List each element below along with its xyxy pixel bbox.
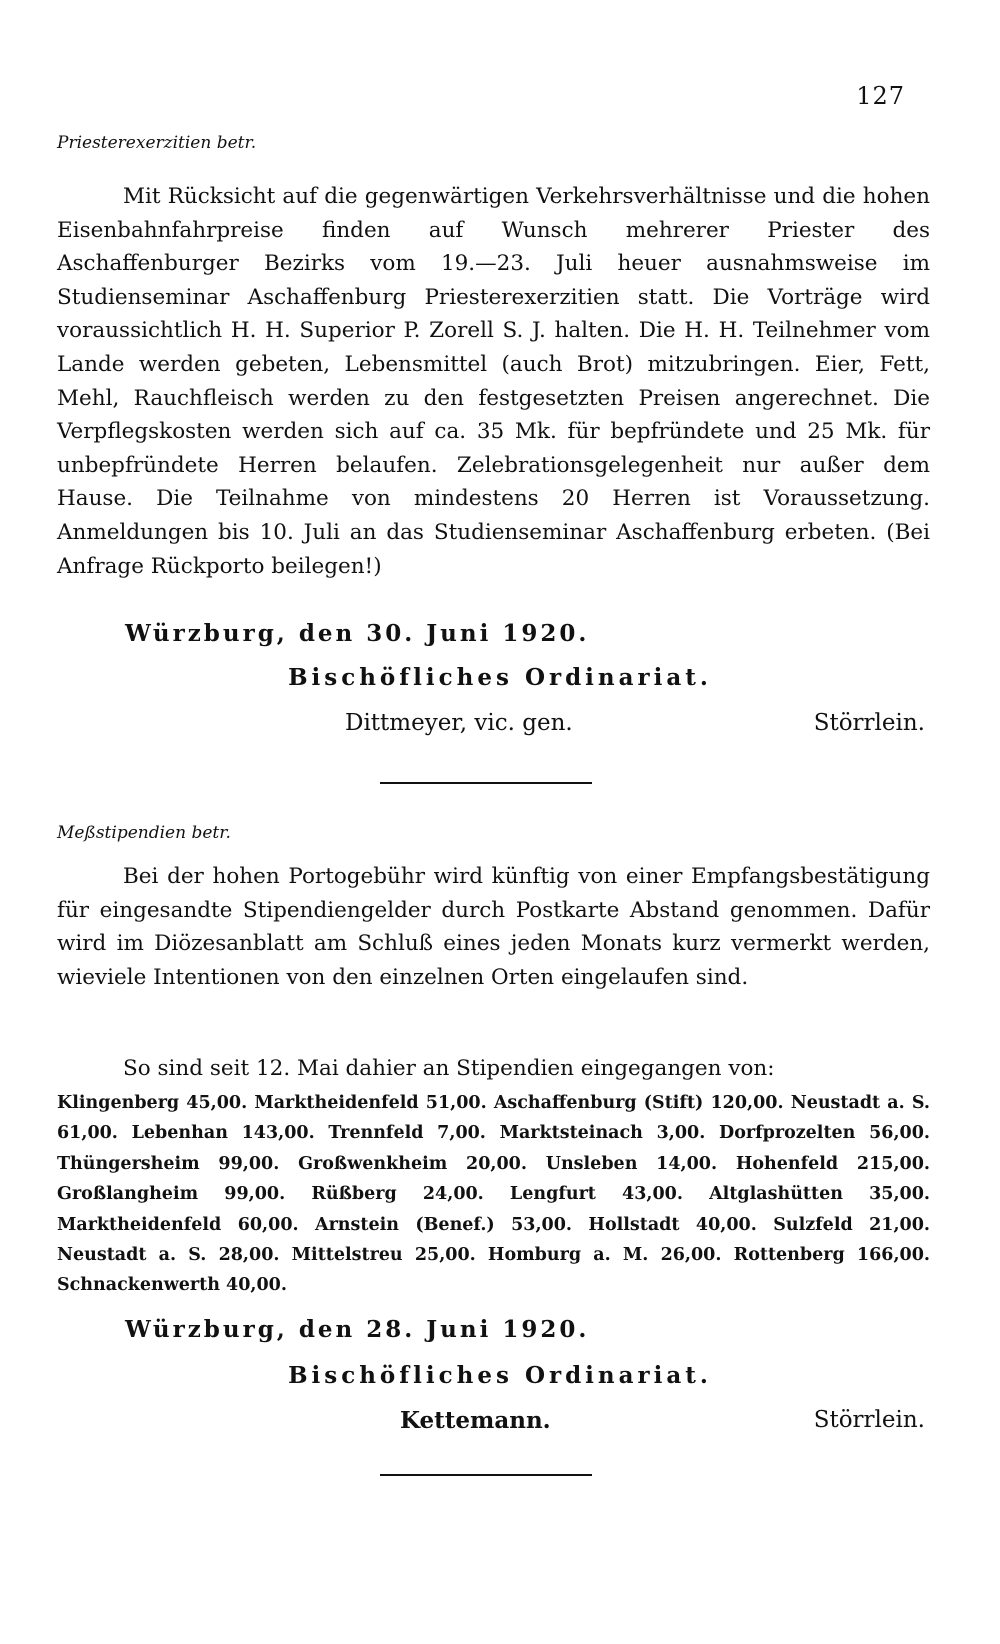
paragraph-stipends: Bei der hohen Portogebühr wird künftig von einer Empfangsbestätigung für eingesandte Stipendiengelder durch Postkarte Abstand genommen. Dafür wird im Diözesanblatt am Schluß eines jeden Monats kurz vermerkt werden, wieviele Intentionen von den einzelnen Orten eingelaufen sind. [57, 864, 930, 990]
section-heading-exercises: Priesterexerzitien betr. [57, 133, 257, 153]
stipend-list: Klingenberg 45,00. Marktheidenfeld 51,00. Aschaffenburg (Stift) 120,00. Neustadt a. S. 61,00. Lebenhan 143,00. Trennfeld 7,00. Marktsteinach 3,00. Dorfprozelten 56,00. Thüngersheim 99,00. Großwenkheim 20,00. Unsleben 14,00. Hohenfeld 215,00. Großlangheim 99,00. Rüßberg 24,00. Lengfurt 43,00. Altglashütten 35,00. Marktheidenfeld 60,00. Arnstein (Benef.) 53,00. Hollstadt 40,00. Sulzfeld 21,00. Neustadt a. S. 28,00. Mittelstreu 25,00. Homburg a. M. 26,00. Rottenberg 166,00. Schnackenwerth 40,00. [57, 1093, 930, 1296]
dateline-1: Würzburg, den 30. Juni 1920. [125, 620, 590, 647]
signature-left-2: Kettemann. [400, 1407, 551, 1434]
divider-rule-1 [380, 782, 592, 784]
signature-right-2: Störrlein. [813, 1407, 925, 1433]
divider-rule-2 [380, 1474, 592, 1476]
section-heading-stipends: Meßstipendien betr. [57, 823, 231, 843]
signature-left-1: Dittmeyer, vic. gen. [345, 710, 573, 736]
signature-right-1: Störrlein. [813, 710, 925, 736]
office-title-2: Bischöfliches Ordinariat. [288, 1362, 712, 1389]
paragraph-exercises: Mit Rücksicht auf die gegenwärtigen Verkehrsverhältnisse und die hohen Eisenbahnfahrpreise finden auf Wunsch mehrerer Priester des Aschaffenburger Bezirks vom 19.—23. Juli heuer ausnahmsweise im Studienseminar Aschaffenburg Priesterexerzitien statt. Die Vorträge wird voraussichtlich H. H. Superior P. Zorell S. J. halten. Die H. H. Teilnehmer vom Lande werden gebeten, Lebensmittel (auch Brot) mitzubringen. Eier, Fett, Mehl, Rauchfleisch werden zu den festgesetzten Preisen angerechnet. Die Verpflegskosten werden sich auf ca. 35 Mk. für bepfründete und 25 Mk. für unbepfründete Herren belaufen. Zelebrationsgelegenheit nur außer dem Hause. Die Teilnahme von mindestens 20 Herren ist Voraussetzung. Anmeldungen bis 10. Juli an das Studienseminar Aschaffenburg erbeten. (Bei Anfrage Rückporto beilegen!) [57, 184, 930, 579]
paragraph-received: So sind seit 12. Mai dahier an Stipendien eingegangen von: [123, 1056, 775, 1081]
dateline-2: Würzburg, den 28. Juni 1920. [125, 1316, 590, 1343]
page-number: 127 [856, 82, 905, 110]
office-title-1: Bischöfliches Ordinariat. [288, 664, 712, 691]
